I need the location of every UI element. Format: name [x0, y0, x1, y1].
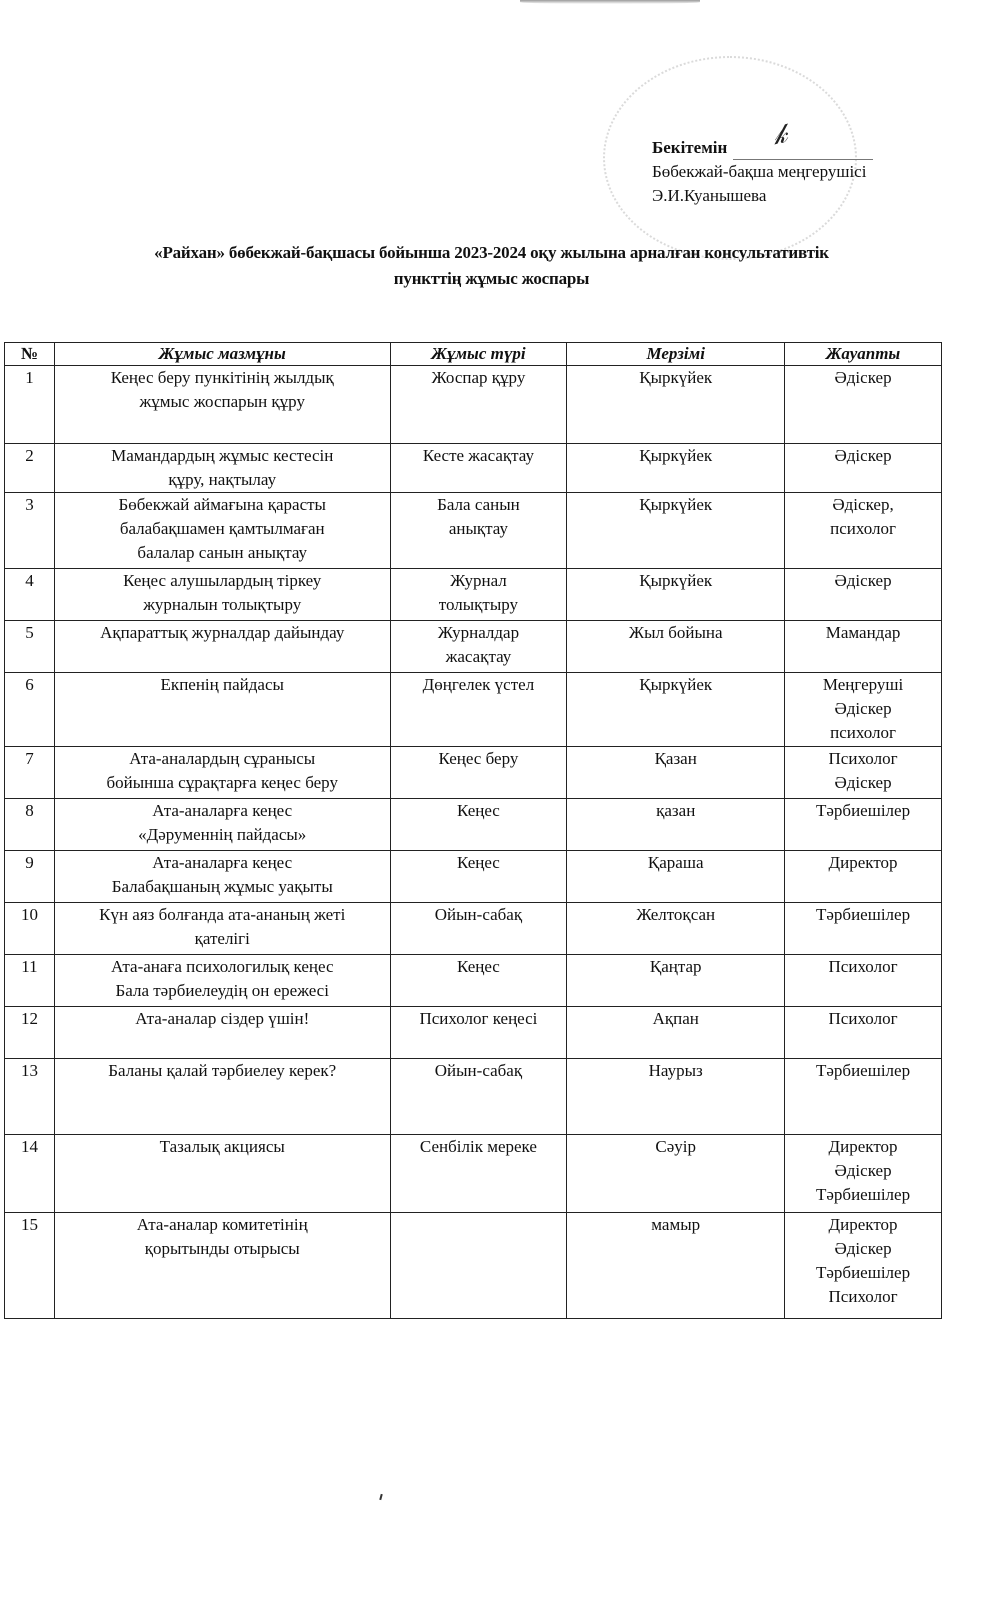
cell-responsible — [785, 366, 942, 444]
table-row — [5, 747, 942, 799]
cell-type-line: Кеңес — [457, 853, 500, 872]
cell-type — [390, 366, 567, 444]
table-row — [5, 621, 942, 673]
cell-content — [54, 621, 390, 673]
header-responsible: Жауапты — [785, 343, 942, 366]
cell-responsible-line: Меңгеруші — [822, 675, 904, 694]
cell-content-line: балабақшамен қамтылмаған — [119, 519, 325, 538]
cell-content — [54, 366, 390, 444]
cell-content-line: балалар санын анықтау — [137, 543, 308, 562]
cell-content-line: Кеңес алушылардың тіркеу — [123, 571, 322, 590]
cell-responsible — [785, 799, 942, 851]
cell-term: Наурыз — [567, 1059, 785, 1135]
cell-type — [390, 1007, 567, 1059]
cell-content — [54, 493, 390, 569]
table-row — [5, 903, 942, 955]
approval-label: Бекітемін — [652, 138, 728, 157]
cell-content — [54, 747, 390, 799]
cell-content-line: қорытынды отырысы — [144, 1239, 300, 1258]
cell-type-line: Ойын-сабақ — [434, 1061, 523, 1080]
cell-responsible-line: Психолог — [828, 957, 898, 976]
table-row — [5, 569, 942, 621]
cell-responsible — [785, 569, 942, 621]
cell-responsible — [785, 955, 942, 1007]
cell-term: Ақпан — [567, 1007, 785, 1059]
cell-term: қазан — [567, 799, 785, 851]
cell-no: 2 — [5, 444, 55, 493]
cell-responsible-line: психолог — [830, 723, 896, 742]
table-row — [5, 444, 942, 493]
cell-responsible-line: Директор — [828, 1137, 898, 1156]
cell-term: Қыркүйек — [567, 569, 785, 621]
cell-responsible-line: психолог — [830, 519, 896, 538]
cell-type-line: Кеңес — [457, 957, 500, 976]
cell-no: 9 — [5, 851, 55, 903]
cell-responsible — [785, 1135, 942, 1213]
cell-no: 11 — [5, 955, 55, 1007]
cell-content-line: құру, нақтылау — [168, 470, 277, 489]
cell-no: 6 — [5, 673, 55, 747]
cell-responsible-line: Директор — [828, 853, 898, 872]
table-body — [5, 366, 942, 1319]
table-row — [5, 1135, 942, 1213]
cell-term: Қыркүйек — [567, 444, 785, 493]
header-term: Мерзімі — [567, 343, 785, 366]
cell-content — [54, 1213, 390, 1319]
cell-responsible — [785, 903, 942, 955]
cell-type-line: анықтау — [448, 519, 508, 538]
approver-name: Э.И.Куанышева — [652, 186, 767, 205]
cell-no: 5 — [5, 621, 55, 673]
cell-no: 8 — [5, 799, 55, 851]
cell-type-line: Ойын-сабақ — [434, 905, 523, 924]
cell-content-line: Ата-аналарға кеңес — [152, 801, 293, 820]
cell-content-line: Бөбекжай аймағына қарасты — [118, 495, 326, 514]
table-row — [5, 799, 942, 851]
cell-responsible-line: Директор — [828, 1215, 898, 1234]
cell-content — [54, 799, 390, 851]
cell-type — [390, 621, 567, 673]
cell-responsible-line: Әдіскер — [834, 699, 892, 718]
cell-term: Желтоқсан — [567, 903, 785, 955]
table-row — [5, 366, 942, 444]
scan-speck — [379, 1494, 382, 1500]
cell-type-line: Дөңгелек үстел — [422, 675, 535, 694]
cell-content — [54, 1135, 390, 1213]
cell-type-line: Кеңес — [457, 801, 500, 820]
cell-responsible-line: Тәрбиешілер — [816, 1263, 911, 1282]
cell-no: 15 — [5, 1213, 55, 1319]
table-row — [5, 851, 942, 903]
approval-line — [652, 118, 873, 160]
cell-content — [54, 1059, 390, 1135]
cell-type — [390, 444, 567, 493]
cell-type-line: Жоспар құру — [431, 368, 526, 387]
cell-type-line: Журнал — [450, 571, 507, 590]
work-plan-table — [4, 342, 942, 1319]
cell-type-line: Сенбілік мереке — [419, 1137, 537, 1156]
title-line-2: пункттің жұмыс жоспары — [393, 269, 590, 288]
cell-term: Жыл бойына — [567, 621, 785, 673]
cell-content-line: Мамандардың жұмыс кестесін — [111, 446, 334, 465]
cell-responsible — [785, 747, 942, 799]
cell-term: Қыркүйек — [567, 673, 785, 747]
cell-term: Қыркүйек — [567, 366, 785, 444]
cell-content-line: «Дәруменнің пайдасы» — [138, 825, 307, 844]
cell-no: 1 — [5, 366, 55, 444]
cell-content — [54, 673, 390, 747]
cell-responsible — [785, 1007, 942, 1059]
cell-term: Қазан — [567, 747, 785, 799]
signature-icon: 𝓀 — [770, 118, 791, 152]
table-header-row — [5, 343, 942, 366]
cell-content-line: Екпенің пайдасы — [160, 675, 284, 694]
cell-responsible-line: Әдіскер — [834, 446, 892, 465]
cell-type — [390, 851, 567, 903]
cell-type-line: толықтыру — [438, 595, 519, 614]
cell-type — [390, 955, 567, 1007]
cell-no: 4 — [5, 569, 55, 621]
cell-content — [54, 955, 390, 1007]
cell-content-line: Баланы қалай тәрбиелеу керек? — [108, 1061, 337, 1080]
cell-term: Қыркүйек — [567, 493, 785, 569]
cell-type-line: Бала санын — [437, 495, 520, 514]
cell-responsible — [785, 1213, 942, 1319]
cell-content-line: Ата-анаға психологилық кеңес — [110, 957, 334, 976]
cell-no: 14 — [5, 1135, 55, 1213]
cell-content-line: Ата-аналардың сұранысы — [129, 749, 316, 768]
cell-term: Қаңтар — [567, 955, 785, 1007]
cell-content-line: жұмыс жоспарын құру — [139, 392, 305, 411]
header-type: Жұмыс түрі — [390, 343, 567, 366]
cell-content-line: Ата-аналарға кеңес — [152, 853, 293, 872]
cell-type-line: Кеңес беру — [438, 749, 519, 768]
cell-type — [390, 493, 567, 569]
table-row — [5, 673, 942, 747]
cell-content-line: Кеңес беру пункітінің жылдық — [110, 368, 334, 387]
cell-responsible — [785, 444, 942, 493]
cell-responsible-line: Әдіскер, — [832, 495, 894, 514]
cell-content-line: Күн аяз болғанда ата-ананың жеті — [99, 905, 346, 924]
cell-no: 10 — [5, 903, 55, 955]
cell-content — [54, 569, 390, 621]
table-row — [5, 493, 942, 569]
cell-type — [390, 673, 567, 747]
cell-type-line: жасақтау — [445, 647, 512, 666]
cell-no: 7 — [5, 747, 55, 799]
cell-type-line: Кесте жасақтау — [422, 446, 534, 465]
cell-content — [54, 851, 390, 903]
cell-responsible-line: Әдіскер — [834, 1239, 892, 1258]
cell-responsible-line: Тәрбиешілер — [816, 801, 911, 820]
cell-type — [390, 747, 567, 799]
cell-responsible — [785, 493, 942, 569]
cell-responsible-line: Әдіскер — [834, 368, 892, 387]
header-content: Жұмыс мазмұны — [54, 343, 390, 366]
cell-responsible-line: Тәрбиешілер — [816, 1061, 911, 1080]
cell-responsible-line: Әдіскер — [834, 1161, 892, 1180]
signature-line — [733, 118, 873, 160]
table-row — [5, 955, 942, 1007]
table-row — [5, 1059, 942, 1135]
cell-responsible-line: Психолог — [828, 1287, 898, 1306]
cell-responsible-line: Әдіскер — [834, 773, 892, 792]
document-title — [0, 240, 983, 292]
cell-type — [390, 903, 567, 955]
header-no: № — [5, 343, 55, 366]
cell-no: 3 — [5, 493, 55, 569]
cell-responsible-line: Психолог — [828, 749, 898, 768]
cell-content-line: Бала тәрбиелеудің он ережесі — [115, 981, 329, 1000]
cell-type-line: Журналдар — [437, 623, 520, 642]
cell-term: мамыр — [567, 1213, 785, 1319]
cell-content-line: Ата-аналар комитетінің — [136, 1215, 308, 1234]
cell-responsible-line: Әдіскер — [834, 571, 892, 590]
cell-content-line: Ақпараттық журналдар дайындау — [100, 623, 345, 642]
cell-responsible — [785, 621, 942, 673]
table-row — [5, 1007, 942, 1059]
cell-content — [54, 444, 390, 493]
approval-block — [652, 118, 873, 208]
cell-responsible — [785, 851, 942, 903]
cell-responsible-line: Мамандар — [825, 623, 901, 642]
title-line-1: «Райхан» бөбекжай-бақшасы бойынша 2023-2024 оқу жылына арналған консультативтік — [154, 243, 829, 262]
cell-no: 13 — [5, 1059, 55, 1135]
cell-content-line: Балабақшаның жұмыс уақыты — [111, 877, 333, 896]
cell-content-line: қателігі — [194, 929, 250, 948]
cell-content — [54, 903, 390, 955]
cell-responsible-line: Психолог — [828, 1009, 898, 1028]
cell-content-line: Тазалық акциясы — [159, 1137, 285, 1156]
cell-no: 12 — [5, 1007, 55, 1059]
cell-type — [390, 1059, 567, 1135]
cell-responsible — [785, 1059, 942, 1135]
cell-content — [54, 1007, 390, 1059]
cell-term: Сәуір — [567, 1135, 785, 1213]
cell-type — [390, 799, 567, 851]
approver-position: Бөбекжай-бақша меңгерушісі — [652, 162, 867, 181]
cell-responsible — [785, 673, 942, 747]
cell-type-line: Психолог кеңесі — [419, 1009, 538, 1028]
cell-content-line: Ата-аналар сіздер үшін! — [135, 1009, 310, 1028]
scan-edge-shadow — [520, 0, 700, 4]
cell-responsible-line: Тәрбиешілер — [816, 1185, 911, 1204]
cell-type — [390, 1213, 567, 1319]
cell-type — [390, 569, 567, 621]
cell-content-line: журналын толықтыру — [143, 595, 302, 614]
cell-type — [390, 1135, 567, 1213]
cell-term: Қараша — [567, 851, 785, 903]
cell-responsible-line: Тәрбиешілер — [816, 905, 911, 924]
table-row — [5, 1213, 942, 1319]
cell-content-line: бойынша сұрақтарға кеңес беру — [106, 773, 338, 792]
